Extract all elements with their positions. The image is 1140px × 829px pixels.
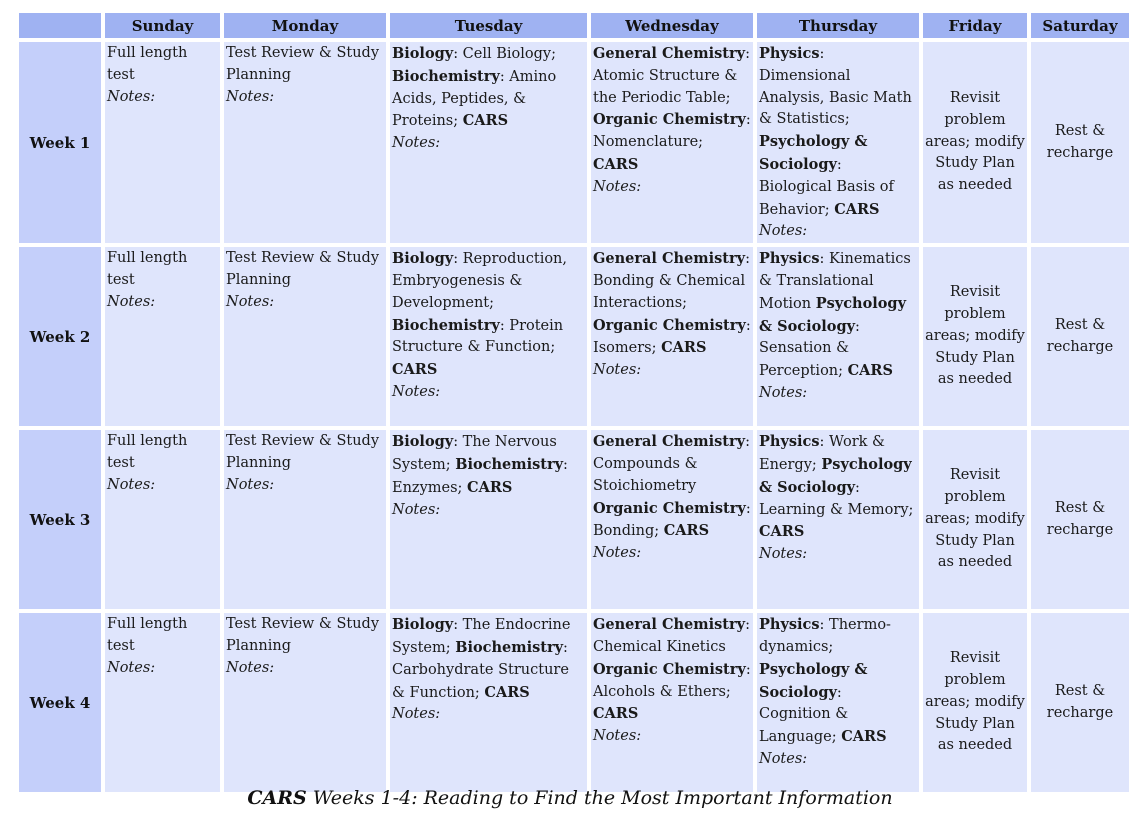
tuesday-cell xyxy=(390,247,587,426)
topic-text: : Work & Energy; xyxy=(759,434,885,473)
week-row xyxy=(19,613,1129,792)
subject-label: CARS xyxy=(834,200,880,218)
subject-label: Organic Chemistry xyxy=(593,316,746,334)
header-row xyxy=(19,13,1129,38)
subject-label: Biology xyxy=(392,45,454,62)
wednesday-topics xyxy=(593,43,751,177)
topic-text: : Learning & Memory; xyxy=(759,479,914,518)
wednesday-cell xyxy=(591,613,753,792)
thursday-topics xyxy=(759,614,917,749)
topic-text: : Isomers; xyxy=(593,317,751,357)
subject-label: Biochemistry xyxy=(392,67,500,85)
sunday-notes: Notes: xyxy=(107,88,156,105)
table-caption xyxy=(0,787,1140,809)
tuesday-notes: Notes: xyxy=(392,135,441,152)
header-wednesday: Wednesday xyxy=(591,13,753,38)
thursday-notes: Notes: xyxy=(759,546,808,563)
header-saturday: Saturday xyxy=(1031,13,1129,38)
subject-label: CARS xyxy=(593,705,639,723)
subject-label: Organic Chemistry xyxy=(593,111,746,129)
sunday-activity: Full length test xyxy=(107,250,188,288)
sunday-activity: Full length test xyxy=(107,45,188,83)
topic-text: : Carbohydrate Structure & Function; xyxy=(392,639,569,701)
subject-label: Physics xyxy=(759,250,820,268)
subject-label: CARS xyxy=(392,361,438,379)
subject-label: General Chemistry xyxy=(593,433,746,451)
sunday-notes: Notes: xyxy=(107,293,156,310)
thursday-topics xyxy=(759,248,917,383)
subject-label: Organic Chemistry xyxy=(593,499,746,517)
week-label: Week 4 xyxy=(19,613,101,792)
wednesday-topics xyxy=(593,614,751,726)
subject-label: General Chemistry xyxy=(593,250,746,268)
subject-label: Physics xyxy=(759,433,820,451)
saturday-cell: Rest & recharge xyxy=(1031,613,1129,792)
tuesday-cell xyxy=(390,613,587,792)
week-label: Week 3 xyxy=(19,430,101,609)
sunday-cell xyxy=(105,430,220,609)
topic-text: : Protein Structure & Function; xyxy=(392,317,564,356)
thursday-notes: Notes: xyxy=(759,750,808,767)
header-friday: Friday xyxy=(923,13,1027,38)
subject-label: Psychology & Sociology xyxy=(759,660,868,701)
study-schedule-table xyxy=(15,9,1133,796)
wednesday-cell xyxy=(591,247,753,426)
subject-label: CARS xyxy=(663,522,710,540)
subject-label: Physics xyxy=(759,616,820,634)
friday-cell: Revisit problem areas; modify Study Plan as needed xyxy=(923,247,1027,426)
week-label: Week 2 xyxy=(19,247,101,426)
topic-text: : Compounds & Stoichiometry xyxy=(593,434,750,494)
subject-label: Biochemistry xyxy=(455,455,564,473)
tuesday-topics xyxy=(392,43,585,133)
topic-text: : Bonding & Chemical Interactions; xyxy=(593,251,750,311)
friday-cell: Revisit problem areas; modify Study Plan as needed xyxy=(923,430,1027,609)
sunday-notes: Notes: xyxy=(107,476,156,493)
sunday-cell xyxy=(105,247,220,426)
thursday-cell xyxy=(757,613,919,792)
topic-text: : Dimensional Analysis, Basic Math & Statistics; xyxy=(759,46,912,128)
monday-cell xyxy=(224,42,386,243)
header-thursday: Thursday xyxy=(757,13,919,38)
wednesday-notes: Notes: xyxy=(593,728,642,745)
thursday-cell xyxy=(757,430,919,609)
topic-text: : Cell Biology; xyxy=(453,46,556,62)
week-row xyxy=(19,42,1129,243)
header-corner xyxy=(19,13,101,38)
saturday-cell: Rest & recharge xyxy=(1031,430,1129,609)
friday-cell: Revisit problem areas; modify Study Plan as needed xyxy=(923,613,1027,792)
subject-label: CARS xyxy=(467,478,513,496)
monday-notes: Notes: xyxy=(226,659,275,676)
monday-notes: Notes: xyxy=(226,476,275,493)
monday-activity: Test Review & Study Planning xyxy=(226,616,380,654)
sunday-cell xyxy=(105,42,220,243)
wednesday-notes: Notes: xyxy=(593,362,642,379)
subject-label: Biology xyxy=(392,433,454,451)
thursday-topics xyxy=(759,43,917,221)
subject-label: CARS xyxy=(661,339,707,357)
subject-label: General Chemistry xyxy=(593,45,746,62)
subject-label: Psychology & Sociology xyxy=(759,455,912,496)
topic-text: : Cognition & Language; xyxy=(759,684,849,746)
subject-label: Organic Chemistry xyxy=(593,660,746,678)
subject-label: CARS xyxy=(847,362,893,380)
monday-notes: Notes: xyxy=(226,88,275,105)
header-monday: Monday xyxy=(224,13,386,38)
monday-activity: Test Review & Study Planning xyxy=(226,45,380,83)
topic-text: : Enzymes; xyxy=(392,456,568,496)
tuesday-notes: Notes: xyxy=(392,383,441,400)
subject-label: Biochemistry xyxy=(392,316,500,334)
subject-label: Psychology & Sociology xyxy=(759,294,906,335)
tuesday-cell xyxy=(390,430,587,609)
monday-cell xyxy=(224,613,386,792)
subject-label: CARS xyxy=(462,112,509,130)
week-row xyxy=(19,430,1129,609)
subject-label: CARS xyxy=(484,683,530,701)
monday-activity: Test Review & Study Planning xyxy=(226,433,380,471)
topic-text: : Chemical Kinetics xyxy=(593,617,750,655)
tuesday-notes: Notes: xyxy=(392,706,441,723)
header-sunday: Sunday xyxy=(105,13,220,38)
wednesday-topics xyxy=(593,431,751,543)
topic-text: : Thermo-dynamics; xyxy=(759,617,891,655)
header-tuesday: Tuesday xyxy=(390,13,587,38)
subject-label: Biology xyxy=(392,616,454,634)
subject-label: CARS xyxy=(841,728,887,746)
sunday-activity: Full length test xyxy=(107,433,188,471)
thursday-notes: Notes: xyxy=(759,384,808,401)
topic-text: : Bonding; xyxy=(593,500,751,540)
sunday-cell xyxy=(105,613,220,792)
subject-label: Biology xyxy=(392,250,454,268)
wednesday-notes: Notes: xyxy=(593,178,642,195)
monday-cell xyxy=(224,430,386,609)
tuesday-topics xyxy=(392,614,585,704)
tuesday-topics xyxy=(392,431,585,499)
caption-text: Weeks 1-4: Reading to Find the Most Important Information xyxy=(306,787,893,809)
topic-text: : Reproduction, Embryogenesis & Development; xyxy=(392,251,568,311)
week-row xyxy=(19,247,1129,426)
topic-text: : The Nervous System; xyxy=(392,434,557,473)
saturday-cell: Rest & recharge xyxy=(1031,42,1129,243)
thursday-topics xyxy=(759,431,917,544)
monday-notes: Notes: xyxy=(226,293,275,310)
topic-text: : Nomenclature; xyxy=(593,112,751,151)
topic-text: : Amino Acids, Peptides, & Proteins; xyxy=(392,68,557,130)
subject-label: CARS xyxy=(593,155,639,173)
subject-label: CARS xyxy=(759,523,805,541)
topic-text: : Kinematics & Translational Motion xyxy=(759,251,911,312)
subject-label: Biochemistry xyxy=(455,638,564,656)
thursday-cell xyxy=(757,42,919,243)
wednesday-topics xyxy=(593,248,751,360)
friday-cell: Revisit problem areas; modify Study Plan as needed xyxy=(923,42,1027,243)
tuesday-notes: Notes: xyxy=(392,501,441,518)
wednesday-cell xyxy=(591,42,753,243)
topic-text: : The Endocrine System; xyxy=(392,617,571,656)
wednesday-cell xyxy=(591,430,753,609)
sunday-activity: Full length test xyxy=(107,616,188,654)
subject-label: Psychology & Sociology xyxy=(759,133,868,173)
topic-text: : Alcohols & Ethers; xyxy=(593,661,751,700)
subject-label: Physics xyxy=(759,45,820,62)
saturday-cell: Rest & recharge xyxy=(1031,247,1129,426)
monday-activity: Test Review & Study Planning xyxy=(226,250,380,288)
tuesday-topics xyxy=(392,248,585,382)
topic-text: : Sensation & Perception; xyxy=(759,318,860,380)
sunday-notes: Notes: xyxy=(107,659,156,676)
wednesday-notes: Notes: xyxy=(593,545,642,562)
tuesday-cell xyxy=(390,42,587,243)
topic-text: : Atomic Structure & the Periodic Table; xyxy=(593,46,750,106)
caption-cars: CARS xyxy=(247,787,307,809)
thursday-cell xyxy=(757,247,919,426)
subject-label: General Chemistry xyxy=(593,616,746,634)
topic-text: : Biological Basis of Behavior; xyxy=(759,156,894,218)
monday-cell xyxy=(224,247,386,426)
thursday-notes: Notes: xyxy=(759,223,808,240)
week-label: Week 1 xyxy=(19,42,101,243)
